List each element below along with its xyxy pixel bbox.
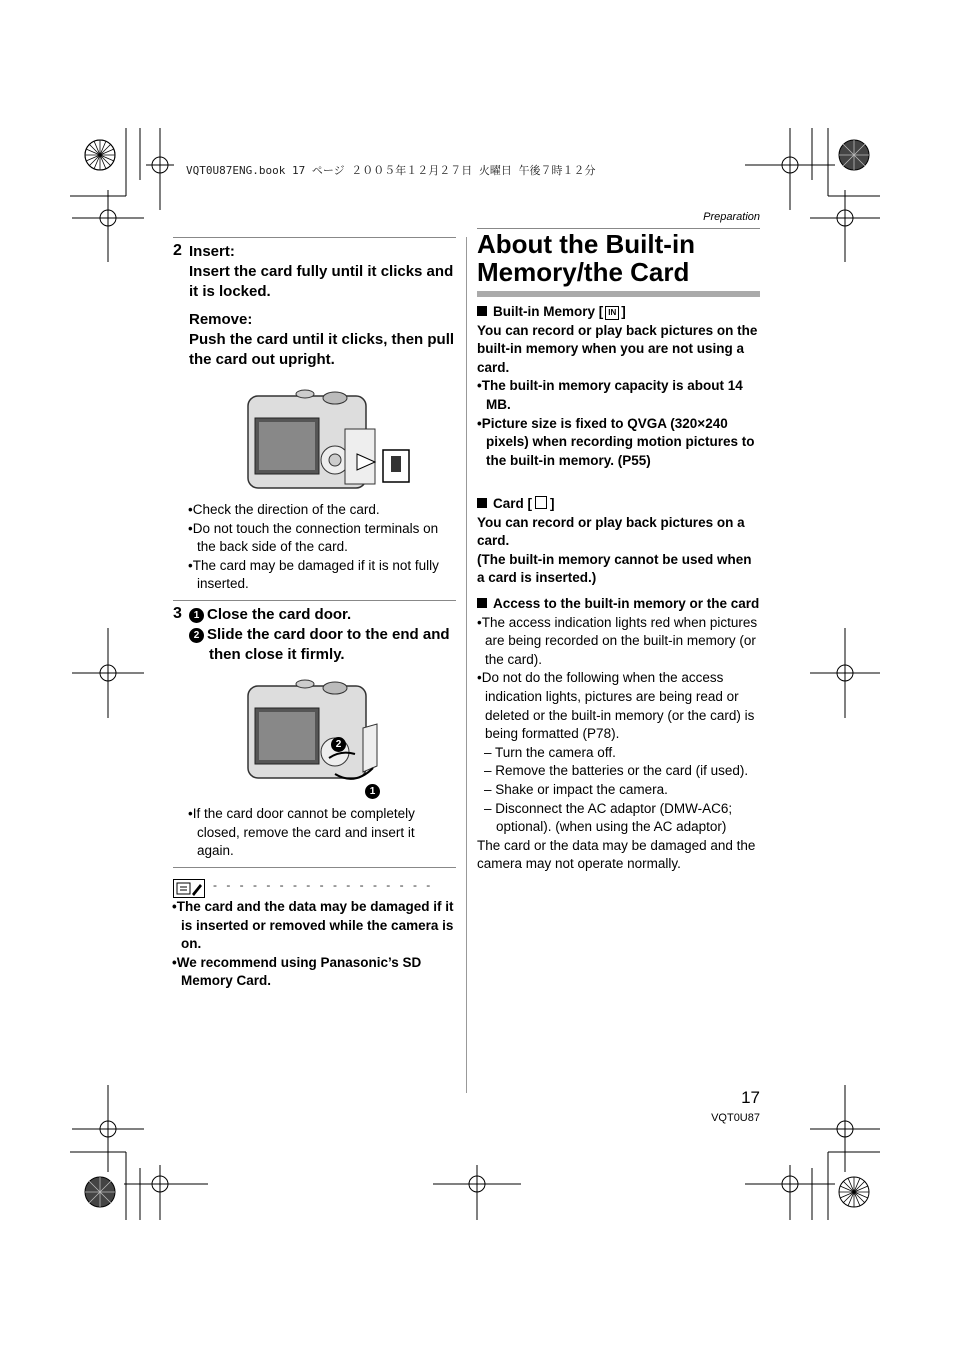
remove-text: Push the card until it clicks, then pull the card out upright. (189, 331, 455, 368)
bullet-item: •Do not do the following when the access indication lights, pictures are being read or deleted or the built-in memory (or the card) is being formatted (P78). (477, 670, 755, 742)
step-3-sub-2: Slide the card door to the end and then close it firmly. (207, 626, 450, 663)
book-header-line: VQT0U87ENG.book 17 ページ ２００５年１２月２７日 火曜日 午後７時１２分 (186, 164, 596, 177)
sunburst-mark-bottom-right (839, 1177, 869, 1207)
insert-title: Insert: (189, 243, 235, 260)
square-bullet-icon (477, 598, 487, 608)
rule-before-step-3 (173, 600, 456, 601)
card-heading: Card [ ] (477, 495, 762, 514)
dash-item: – Disconnect the AC adaptor (DMW-AC6; optional). (when using the AC adaptor) (484, 800, 733, 835)
column-divider (466, 237, 467, 1093)
step-2-number: 2 (173, 242, 182, 259)
remove-title: Remove: (189, 311, 253, 328)
card-section (477, 495, 762, 588)
bullet-item: •Do not touch the connection terminals on the back side of the card. (188, 520, 439, 555)
sd-card-icon (535, 496, 547, 509)
dash-item: – Shake or impact the camera. (484, 781, 668, 797)
bullet-item: •The card may be damaged if it is not fully inserted. (188, 557, 439, 592)
rule-before-notes (173, 867, 456, 868)
sunburst-mark-top-left (85, 140, 115, 170)
camera-card-insert-illustration (245, 384, 415, 494)
step-3-text (189, 605, 457, 665)
builtin-memory-section (477, 303, 762, 470)
document-code: VQT0U87 (711, 1112, 760, 1124)
bullet-item: •The access indication lights red when pictures are being recorded on the built-in memory (or the card). (477, 614, 758, 667)
circle-number-2: 2 (189, 628, 204, 643)
bullet-item: •If the card door cannot be completely closed, remove the card and insert it again. (188, 806, 415, 859)
access-closing: The card or the data may be damaged and the camera may not operate normally. (477, 837, 756, 872)
bullet-item: •The built-in memory capacity is about 14 MB. (477, 378, 743, 412)
step-2-bullets (188, 501, 458, 594)
dash-item: – Remove the batteries or the card (if used). (484, 763, 749, 779)
step-3-number: 3 (173, 605, 182, 622)
note-dashes: - - - - - - - - - - - - - - - - - (213, 878, 434, 892)
step-2-text (189, 242, 459, 370)
section-label: Preparation (703, 211, 760, 223)
bullet-item: •Picture size is fixed to QVGA (320×240 pixels) when recording motion pictures to the built-in memory. (P55) (477, 415, 755, 468)
insert-text: Insert the card fully until it clicks and it is locked. (189, 263, 454, 300)
square-bullet-icon (477, 498, 487, 508)
notes-list (172, 898, 458, 991)
card-line-1: You can record or play back pictures on a card. (477, 514, 745, 549)
builtin-memory-intro: You can record or play back pictures on the built-in memory when you are not using a card. (477, 322, 758, 375)
card-line-2: (The built-in memory cannot be used when a card is inserted.) (477, 551, 752, 586)
step-3-sub-1: Close the card door. (207, 606, 352, 623)
dash-item: – Turn the camera off. (484, 744, 616, 760)
access-heading: Access to the built-in memory or the card (477, 595, 762, 614)
sunburst-mark-bottom-left (85, 1177, 115, 1207)
builtin-memory-heading: Built-in Memory [ IN ] (477, 303, 762, 322)
note-item: •The card and the data may be damaged if it is inserted or removed while the camera is on. (172, 899, 454, 952)
callout-1: 1 (365, 782, 383, 800)
access-section (477, 595, 762, 874)
callout-2: 2 (331, 735, 349, 753)
builtin-memory-icon: IN (605, 306, 619, 320)
square-bullet-icon (477, 306, 487, 316)
circle-number-1: 1 (189, 608, 204, 623)
page-number: 17 (741, 1088, 760, 1107)
sunburst-mark-top-right (839, 140, 869, 170)
step-3-bullets (188, 805, 448, 861)
page-title: About the Built-in Memory/the Card (477, 229, 696, 287)
note-item: •We recommend using Panasonic’s SD Memory Card. (172, 954, 422, 989)
bullet-item: •Check the direction of the card. (188, 502, 380, 517)
title-underline-bar (477, 291, 760, 297)
note-pencil-icon (173, 879, 205, 898)
top-rule-left (173, 237, 456, 238)
